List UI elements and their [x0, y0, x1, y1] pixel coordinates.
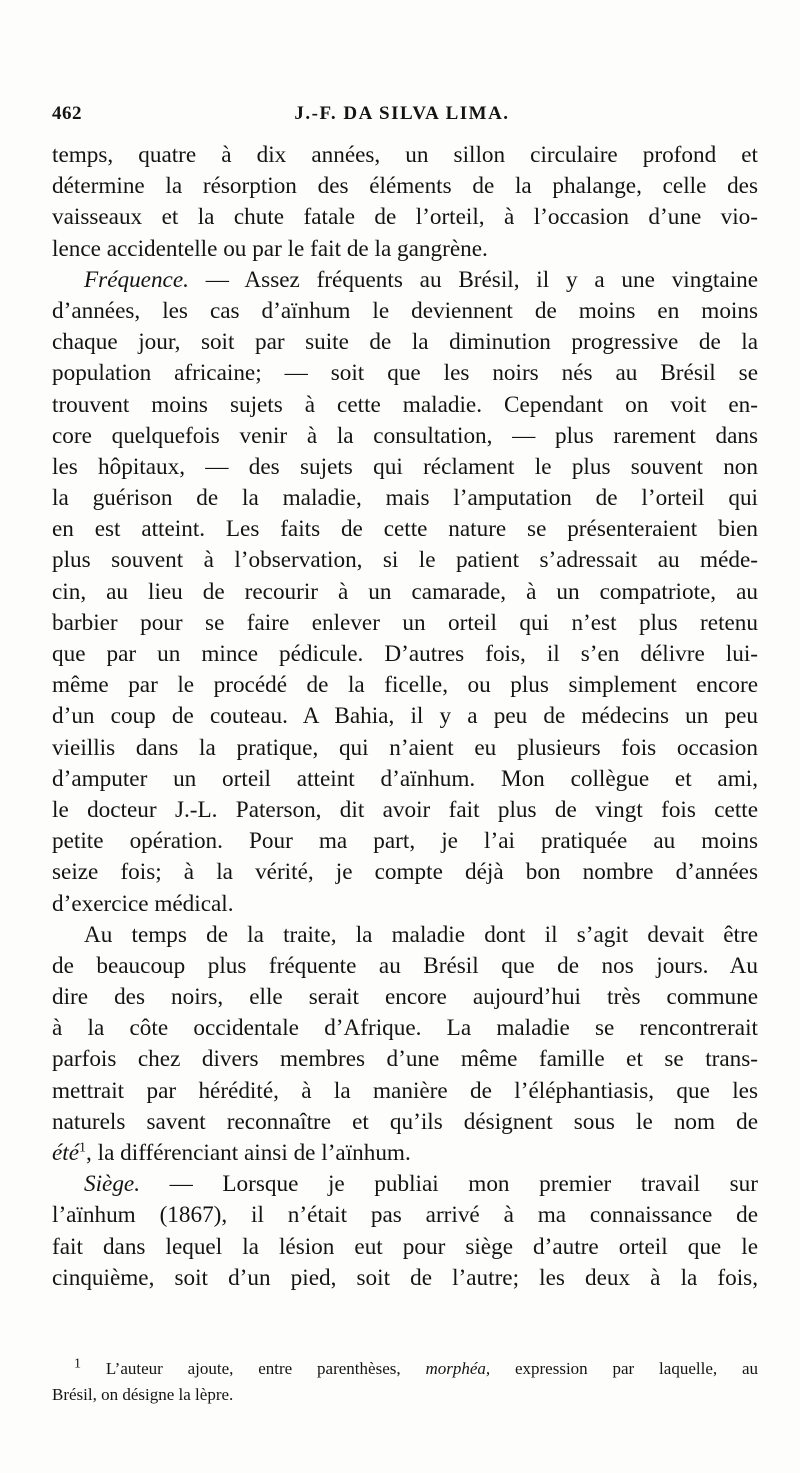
- text-line: détermine la résorption des éléments de la phalange, celle des: [52, 173, 758, 200]
- text-line-with-footnote-ref: [52, 1138, 758, 1169]
- footnote-line: [52, 1356, 758, 1382]
- text-line: Au temps de la traite, la maladie dont il s’agit devait être: [84, 921, 758, 948]
- text-segment: — Assez fréquents au Brésil, il y a une vingtaine: [188, 266, 758, 293]
- section-frequence-line: [52, 265, 758, 296]
- text-line: d’années, les cas d’aïnhum le deviennent de moins en moins: [52, 297, 758, 324]
- text-line: d’exercice médical.: [52, 890, 234, 917]
- text-line: cinquième, soit d’un pied, soit de l’autre; les deux à la fois,: [52, 1264, 758, 1291]
- text-line: fait dans lequel la lésion eut pour siège d’autre orteil que le: [52, 1233, 758, 1260]
- section-label-siege: Siège.: [84, 1171, 141, 1198]
- text-line: petite opération. Pour ma part, je l’ai pratiquée au moins: [52, 828, 758, 855]
- term-morphea: morphéa,: [425, 1359, 491, 1378]
- text-line: temps, quatre à dix années, un sillon circulaire profond et: [52, 142, 758, 168]
- running-head: [52, 103, 752, 129]
- text-line: que par un mince pédicule. D’autres fois, il s’en délivre lui-: [52, 641, 758, 667]
- text-line: le docteur J.-L. Paterson, dit avoir fait plus de vingt fois cette: [52, 796, 758, 823]
- text-line: core quelquefois venir à la consultation, — plus rarement dans: [52, 422, 758, 449]
- text-line: chaque jour, soit par suite de la diminution progressive de la: [52, 329, 758, 356]
- text-segment: expression par laquelle, au: [490, 1359, 758, 1378]
- page-number: 462: [52, 103, 82, 124]
- text-line: en est atteint. Les faits de cette nature se présenteraient bien: [52, 516, 758, 543]
- text-line: mettrait par hérédité, à la manière de l’éléphantiasis, que les: [52, 1077, 758, 1104]
- footnote: [52, 1356, 758, 1408]
- footnote-marker: 1: [74, 1356, 81, 1372]
- text-line: même par le procédé de la ficelle, ou plus simplement encore: [52, 672, 758, 699]
- running-title: J.-F. DA SILVA LIMA.: [294, 103, 510, 124]
- text-line: plus souvent à l’observation, si le patient s’adressait au méde-: [52, 547, 758, 574]
- footnote-line: Brésil, on désigne la lèpre.: [52, 1385, 234, 1404]
- text-line: vaisseaux et la chute fatale de l’orteil, à l’occasion d’une vio-: [52, 204, 758, 231]
- term-ete: été: [52, 1140, 80, 1166]
- text-line: population africaine; — soit que les noirs nés au Brésil se: [52, 360, 758, 387]
- text-line: la guérison de la maladie, mais l’amputation de l’orteil qui: [52, 485, 758, 512]
- text-line: de beaucoup plus fréquente au Brésil que de nos jours. Au: [52, 952, 758, 979]
- text-line: trouvent moins sujets à cette maladie. Cependant on voit en-: [52, 391, 758, 418]
- text-line: cin, au lieu de recourir à un camarade, à un compatriote, au: [52, 578, 758, 605]
- text-line: naturels savent reconnaître et qu’ils désignent sous le nom de: [52, 1108, 758, 1135]
- text-line: d’amputer un orteil atteint d’aïnhum. Mon collègue et ami,: [52, 765, 758, 792]
- text-segment: , la différenciant ainsi de l’aïnhum.: [86, 1140, 411, 1166]
- section-label-frequence: Fréquence.: [84, 266, 189, 293]
- footnote-reference[interactable]: 1: [79, 1140, 87, 1156]
- text-line: barbier pour se faire enlever un orteil qui n’est plus retenu: [52, 609, 758, 636]
- text-line: à la côte occidentale d’Afrique. La maladie se rencontrerait: [52, 1015, 758, 1042]
- text-line: vieillis dans la pratique, qui n’aient eu plusieurs fois occasion: [52, 734, 758, 761]
- text-line: seize fois; à la vérité, je compte déjà bon nombre d’années: [52, 859, 758, 886]
- text-line: d’un coup de couteau. A Bahia, il y a peu de médecins un peu: [52, 703, 758, 730]
- text-segment: — Lorsque je publiai mon premier travail sur: [140, 1171, 758, 1198]
- section-siege-line: [52, 1169, 758, 1200]
- text-segment: L’auteur ajoute, entre parenthèses,: [81, 1359, 426, 1378]
- text-line: lence accidentelle ou par le fait de la gangrène.: [52, 235, 488, 262]
- text-line: parfois chez divers membres d’une même famille et se trans-: [52, 1046, 758, 1073]
- text-line: l’aïnhum (1867), il n’était pas arrivé à ma connaissance de: [52, 1202, 758, 1229]
- body-text: [52, 140, 758, 1294]
- text-line: dire des noirs, elle serait encore aujourd’hui très commune: [52, 984, 758, 1011]
- text-line: les hôpitaux, — des sujets qui réclament le plus souvent non: [52, 453, 758, 480]
